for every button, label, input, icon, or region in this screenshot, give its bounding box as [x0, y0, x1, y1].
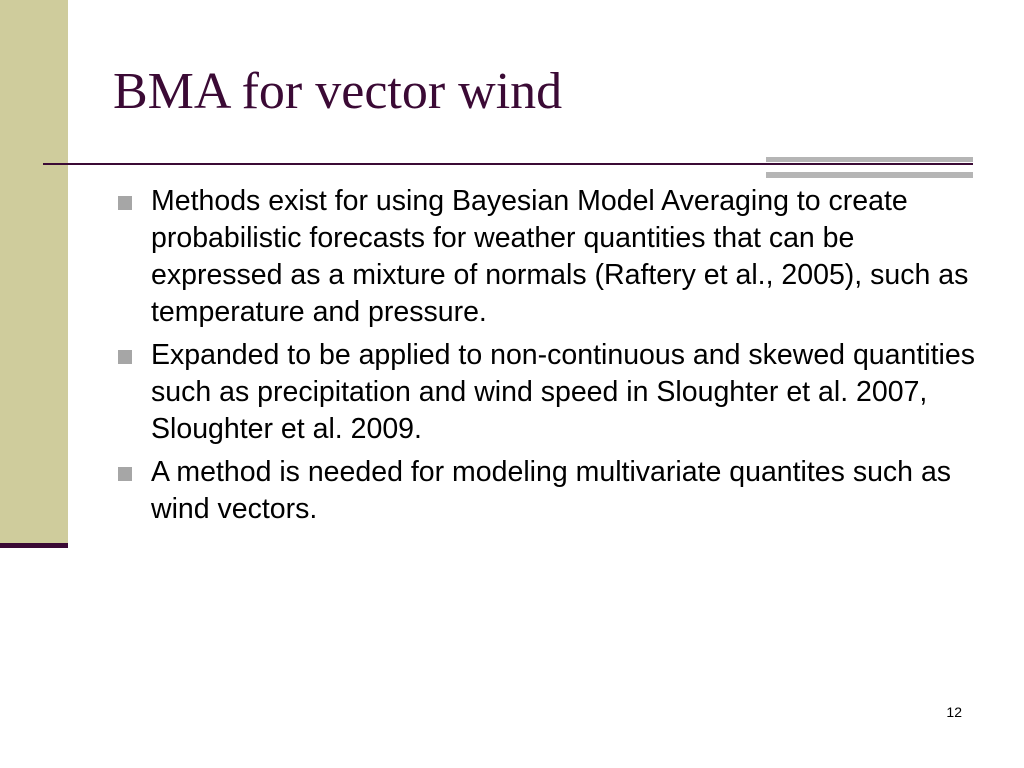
title-rule-accent-bottom	[766, 172, 973, 178]
page-number: 12	[946, 704, 962, 720]
bullet-item	[116, 337, 976, 448]
bullet-item	[116, 454, 976, 528]
bullet-item	[116, 183, 976, 331]
bullet-text: Methods exist for using Bayesian Model Averaging to create probabilistic forecasts for weather quantities that can be expressed as a mixture of normals (Raftery et al., 2005), such as temperature and pressure.	[151, 185, 969, 328]
slide-title: BMA for vector wind	[113, 63, 563, 120]
square-bullet-icon	[118, 467, 132, 481]
square-bullet-icon	[118, 196, 132, 210]
bullet-text: Expanded to be applied to non-continuous and skewed quantities such as precipitation and wind speed in Sloughter et al. 2007, Sloughter et al. 2009.	[151, 339, 975, 445]
bullet-text: A method is needed for modeling multivariate quantites such as wind vectors.	[151, 456, 952, 525]
left-decorative-band	[0, 0, 68, 545]
bullet-list	[116, 183, 976, 534]
title-rule-accent-top	[766, 157, 973, 162]
left-accent-bar	[0, 543, 68, 548]
square-bullet-icon	[118, 350, 132, 364]
title-rule	[43, 163, 973, 165]
